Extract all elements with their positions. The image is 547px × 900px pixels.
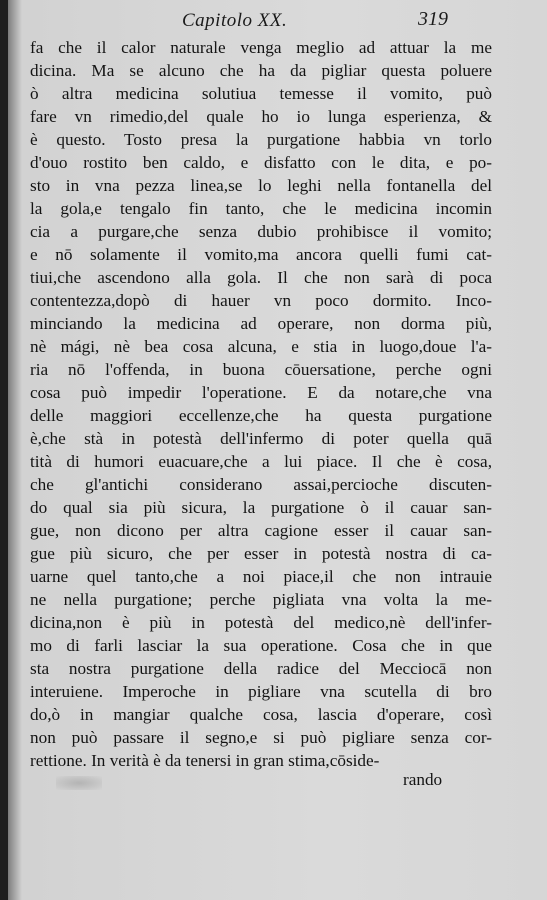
text-line: delle maggiori eccellenze,che ha questa purgatione <box>30 406 492 425</box>
text-line: che gl'antichi considerano assai,percioche discuten- <box>30 475 492 494</box>
text-line: è questo. Tosto presa la purgatione habbia vn torlo <box>30 130 492 149</box>
text-line: è,che stà in potestà dell'infermo di poter quella quā <box>30 429 492 448</box>
text-line: dicina,non è più in potestà del medico,nè dell'infer- <box>30 613 492 632</box>
text-line: d'ouo rostito ben caldo, e disfatto con le dita, e po- <box>30 153 492 172</box>
text-line: minciando la medicina ad operare, non dorma più, <box>30 314 492 333</box>
text-line: cia a purgare,che senza dubio prohibisce il vomito; <box>30 222 492 241</box>
text-line: do qual sia più sicura, la purgatione ò il cauar san- <box>30 498 492 517</box>
text-line: uarne quel tanto,che a noi piace,il che non intrauie <box>30 567 492 586</box>
text-line: nè mági, nè bea cosa alcuna, e stia in luogo,doue l'a- <box>30 337 492 356</box>
text-line: e nō solamente il vomito,ma ancora quelli fumi cat- <box>30 245 492 264</box>
text-line: tiui,che ascendono alla gola. Il che non sarà di poca <box>30 268 492 287</box>
running-head: Capitolo XX. <box>182 10 288 31</box>
text-line: tità di humori euacuare,che a lui piace. Il che è cosa, <box>30 452 492 471</box>
text-line: do,ò in mangiar qualche cosa, lascia d'operare, così <box>30 705 492 724</box>
page-number: 319 <box>418 8 448 30</box>
text-line: sto in vna pezza linea,se lo leghi nella fontanella del <box>30 176 492 195</box>
text-line: interuiene. Imperoche in pigliare vna scutella di bro <box>30 682 492 701</box>
text-line: non può passare il segno,e si può pigliare senza cor- <box>30 728 492 747</box>
text-line: mo di farli lasciar la sua operatione. Cosa che in que <box>30 636 492 655</box>
text-line: ne nella purgatione; perche pigliata vna volta la me- <box>30 590 492 609</box>
catchword: rando <box>403 770 443 789</box>
text-line: gue, non dicono per altra cagione esser il cauar san- <box>30 521 492 540</box>
text-line: ò altra medicina solutiua temesse il vomito, può <box>30 84 492 103</box>
binding-shadow <box>0 0 8 900</box>
page-header <box>0 8 547 34</box>
text-line: cosa può impedir l'operatione. E da notare,che vna <box>30 383 492 402</box>
text-line: contentezza,dopò di hauer vn poco dormito. Inco- <box>30 291 492 310</box>
text-line: dicina. Ma se alcuno che ha da pigliar questa poluere <box>30 61 492 80</box>
text-line: sta nostra purgatione della radice del Mecciocā non <box>30 659 492 678</box>
text-line: gue più sicuro, che per esser in potestà nostra di ca- <box>30 544 492 563</box>
ink-smudge <box>56 776 102 790</box>
text-line: fa che il calor naturale venga meglio ad attuar la me <box>30 38 492 57</box>
body-text <box>30 36 492 772</box>
text-line: ria nō l'offenda, in buona cōuersatione, perche ogni <box>30 360 492 379</box>
text-line: rettione. In verità è da tenersi in gran stima,cōside- <box>30 751 380 770</box>
text-line: fare vn rimedio,del quale ho io lunga esperienza, & <box>30 107 492 126</box>
text-line: la gola,e tengalo fin tanto, che le medicina incomin <box>30 199 492 218</box>
